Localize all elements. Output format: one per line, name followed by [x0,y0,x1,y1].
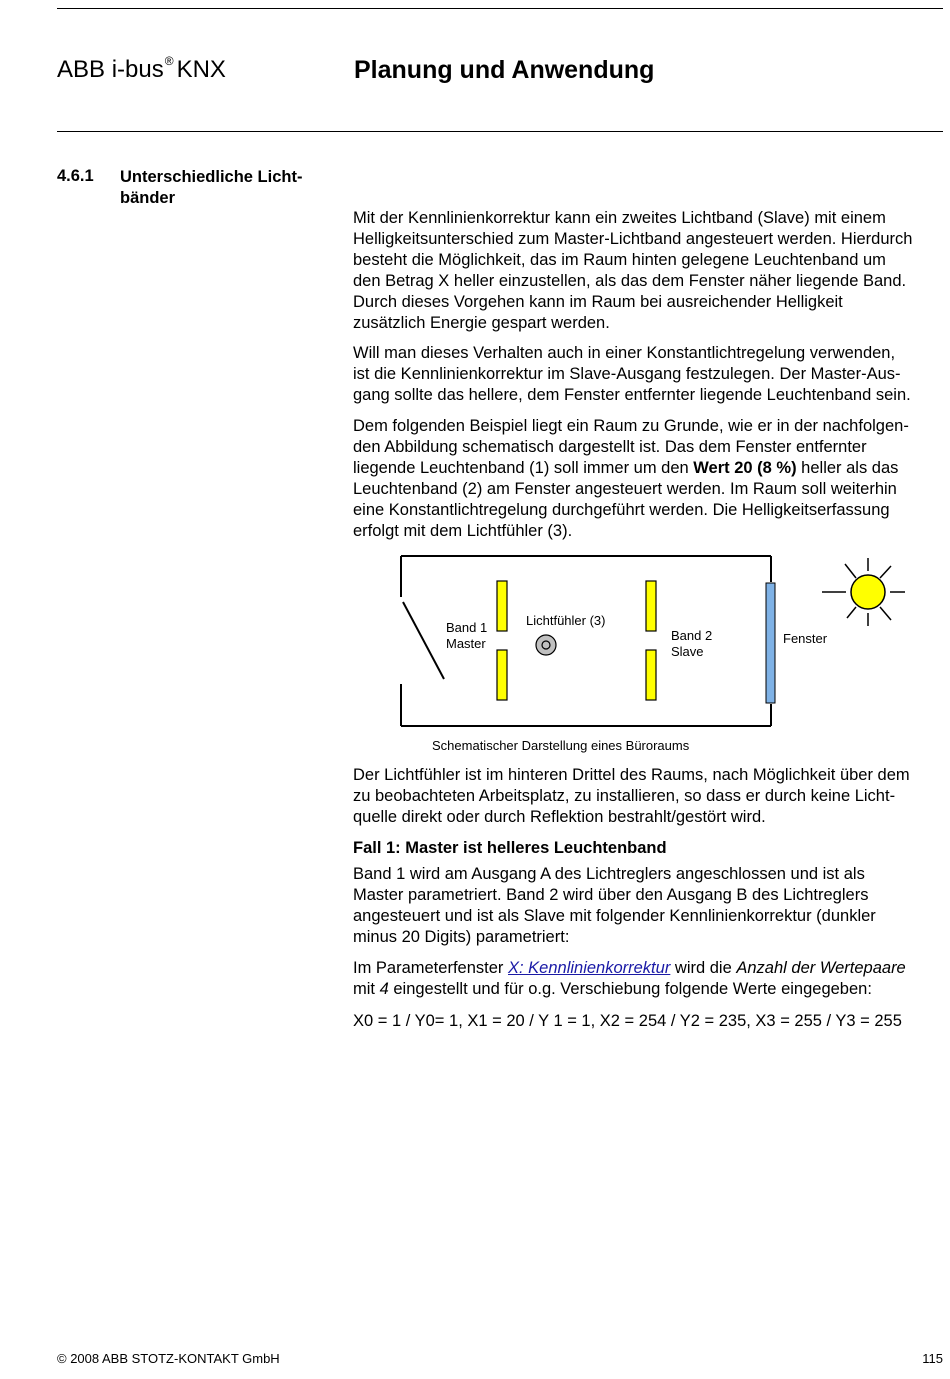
brand-name: ABB i-bus [57,56,164,83]
footer-copyright: © 2008 ABB STOTZ-KONTAKT GmbH [57,1351,280,1366]
paragraph-4: Der Lichtfühler ist im hinteren Drittel des Raums, nach Möglichkeit über dem zu beobachteten Arbeitsplatz, zu installieren, so dass er durch keine Licht- quelle direkt oder durch Reflektion bestrahlt/gestört wird. [353,766,910,826]
brand-suffix: KNX [176,56,226,83]
top-rule [57,8,943,9]
window-label: Fenster [783,631,828,646]
sun-icon [822,558,905,626]
band-1-label-line2: Master [446,636,486,651]
header-rule [57,131,943,132]
paragraph-6: Im Parameterfenster X: Kennlinienkorrektur wird die Anzahl der Wertepaare mit 4 eingestellt und für o.g. Verschiebung folgende Werte eingegeben: [353,959,906,998]
room-diagram [395,552,915,757]
window-pane [766,583,775,703]
section-number: 4.6.1 [57,167,94,185]
band-2-label-line1: Band 2 [671,628,713,643]
page-number: 115 [922,1351,943,1366]
registered-mark: ® [164,54,174,68]
paragraph-1: Mit der Kennlinienkorrektur kann ein zweites Lichtband (Slave) mit einem Helligkeitsunterschied zum Master-Lichtband angesteuert werden. Hierdurch besteht die Möglichkeit, das im Raum hinten gelegene Leuchtenband um den Betrag X heller einzustellen, als das dem Fenster näher liegende Band. Durch dieses Vorgehen kann im Raum bei ausreichender Helligkeit zusätzlich Energie gespart werden. [353,209,913,332]
band-2-label-line2: Slave [671,644,704,659]
sensor-label: Lichtfühler (3) [526,613,606,628]
case-heading: Fall 1: Master ist helleres Leuchtenband [353,839,667,857]
paragraph-5: Band 1 wird am Ausgang A des Lichtreglers angeschlossen und ist als Master parametriert. Band 2 wird über den Ausgang B des Lichtreglers angesteuert und ist als Slave mit folgender Kennlinienkorrektur (dunkler minus 20 Digits) parametriert: [353,865,876,946]
band-1-label-line1: Band 1 [446,620,488,635]
parameter-window-link[interactable]: X: Kennlinienkorrektur [507,959,671,977]
paragraph-2: Will man dieses Verhalten auch in einer Konstantlichtregelung verwenden, ist die Kennlinienkorrektur im Slave-Ausgang festzulegen. Der Master-Aus- gang sollte das hellere, dem Fenster entfernter liegende Leuchtenband sein. [353,344,911,404]
diagram-caption: Schematischer Darstellung eines Büroraums [432,738,690,753]
band-2-lower [646,650,656,700]
band-2-upper [646,581,656,631]
chapter-title: Planung und Anwendung [354,56,655,84]
value-highlight: Wert 20 (8 %) [693,459,797,477]
section-title: Unterschiedliche Licht- bänder [120,168,303,207]
light-sensor-icon [536,635,556,655]
brand-logo-text [57,56,226,84]
paragraph-3: Dem folgenden Beispiel liegt ein Raum zu Grunde, wie er in der nachfolgen- den Abbildung schematisch dargestellt ist. Das dem Fenster entfernter liegende Leuchtenband (1) soll immer um den Wert 20 (8 %) heller als das Leuchtenband (2) am Fenster angesteuert werden. Im Raum soll weiterhin eine Konstantlichtregelung durchgeführt werden. Die Helligkeitserfassung erfolgt mit dem Lichtfühler (3). [353,417,909,540]
band-1-upper [497,581,507,631]
band-1-lower [497,650,507,700]
value-pairs-line: X0 = 1 / Y0= 1, X1 = 20 / Y 1 = 1, X2 = 254 / Y2 = 235, X3 = 255 / Y3 = 255 [353,1012,902,1030]
